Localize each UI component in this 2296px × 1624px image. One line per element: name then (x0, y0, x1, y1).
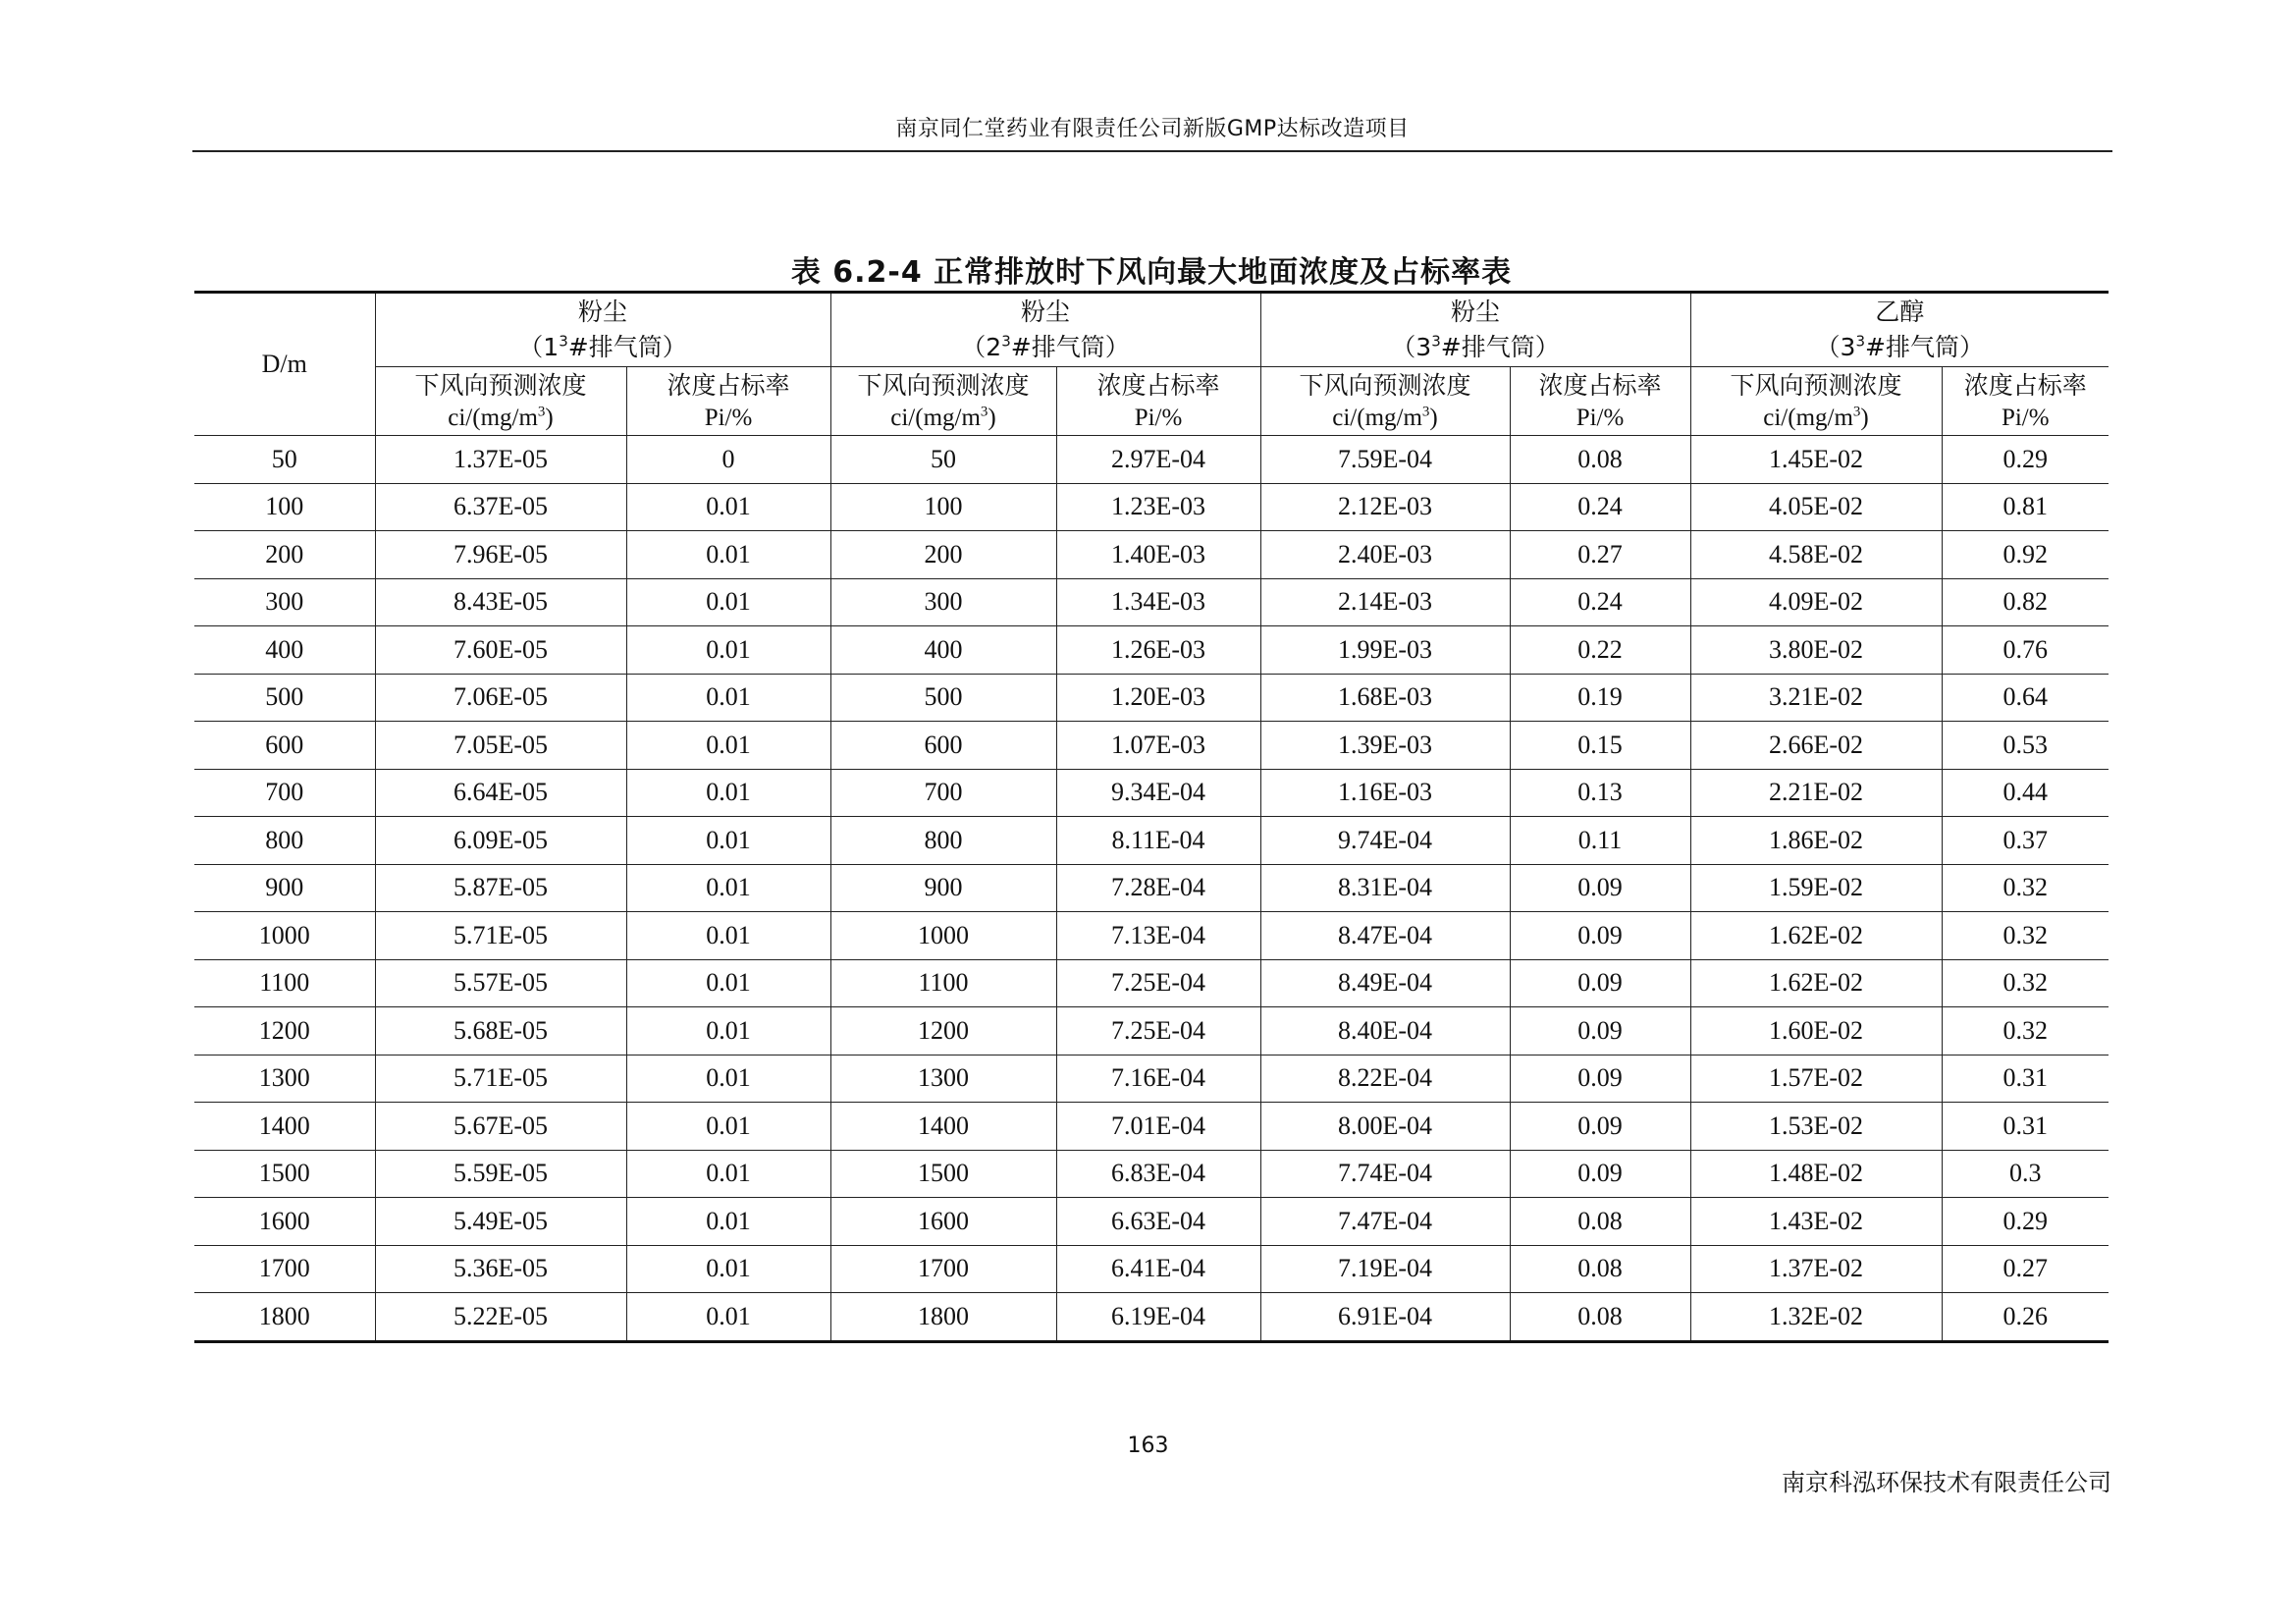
table-row (194, 531, 2109, 579)
table-cell: 7.25E-04 (1056, 959, 1260, 1007)
table-title: 表 6.2-4 正常排放时下风向最大地面浓度及占标率表 (790, 255, 1513, 290)
table-cell: 0.13 (1510, 769, 1690, 817)
distance-cell: 1000 (194, 912, 375, 960)
distance-cell: 50 (194, 436, 375, 484)
table-cell: 100 (830, 483, 1056, 531)
table-cell: 1700 (830, 1245, 1056, 1293)
table-cell: 8.47E-04 (1260, 912, 1510, 960)
table-cell: 8.11E-04 (1056, 817, 1260, 865)
table-cell: 8.00E-04 (1260, 1103, 1510, 1151)
distance-cell: 1500 (194, 1150, 375, 1198)
table-cell: 0.01 (626, 1055, 830, 1103)
table-cell: 6.63E-04 (1056, 1198, 1260, 1246)
table-cell: 0.24 (1510, 483, 1690, 531)
table-cell: 0.29 (1942, 436, 2109, 484)
table-cell: 600 (830, 722, 1056, 770)
table-cell: 400 (830, 626, 1056, 675)
distance-cell: 600 (194, 722, 375, 770)
table-cell: 0.08 (1510, 1198, 1690, 1246)
table-cell: 7.25E-04 (1056, 1007, 1260, 1056)
pollutant-name: 粉尘 (577, 298, 627, 326)
table-cell: 2.21E-02 (1690, 769, 1942, 817)
table-cell: 200 (830, 531, 1056, 579)
table-cell: 0.19 (1510, 674, 1690, 722)
table-cell: 0.01 (626, 1293, 830, 1342)
page-number: 163 (1127, 1434, 1169, 1458)
table-cell: 0.09 (1510, 959, 1690, 1007)
distance-cell: 100 (194, 483, 375, 531)
table-row (194, 959, 2109, 1007)
rate-header: 浓度占标率 Pi/% (1510, 367, 1690, 436)
table-cell: 0.01 (626, 864, 830, 912)
concentration-header: 下风向预测浓度 $ci/(mg/m^3)$ (1690, 367, 1942, 436)
table-cell: 5.71E-05 (375, 912, 626, 960)
distance-cell: 1800 (194, 1293, 375, 1342)
table-cell: 0.22 (1510, 626, 1690, 675)
table-row (194, 1198, 2109, 1246)
table-cell: 800 (830, 817, 1056, 865)
distance-cell: 1600 (194, 1198, 375, 1246)
table-cell: 6.91E-04 (1260, 1293, 1510, 1342)
table-cell: 0.82 (1942, 578, 2109, 626)
distance-header: D/m (194, 293, 375, 436)
table-cell: 1.57E-02 (1690, 1055, 1942, 1103)
table-cell: 900 (830, 864, 1056, 912)
table-row (194, 1103, 2109, 1151)
table-cell: 0.01 (626, 722, 830, 770)
table-cell: 8.40E-04 (1260, 1007, 1510, 1056)
group-header (830, 293, 1260, 367)
table-cell: 0.64 (1942, 674, 2109, 722)
table-cell: 1100 (830, 959, 1056, 1007)
table-cell: 5.87E-05 (375, 864, 626, 912)
table-cell: 1.34E-03 (1056, 578, 1260, 626)
table-cell: 1.07E-03 (1056, 722, 1260, 770)
table-cell: 0.27 (1510, 531, 1690, 579)
table-row (194, 578, 2109, 626)
table-row (194, 1055, 2109, 1103)
concentration-table (194, 291, 2109, 1343)
distance-cell: 800 (194, 817, 375, 865)
table-cell: 5.67E-05 (375, 1103, 626, 1151)
table-cell: 6.19E-04 (1056, 1293, 1260, 1342)
table-cell: 2.40E-03 (1260, 531, 1510, 579)
table-cell: 1.62E-02 (1690, 912, 1942, 960)
table-cell: 0.32 (1942, 1007, 2109, 1056)
table-cell: 0.01 (626, 769, 830, 817)
distance-cell: 1200 (194, 1007, 375, 1056)
table-cell: 1.39E-03 (1260, 722, 1510, 770)
table-cell: 0.27 (1942, 1245, 2109, 1293)
table-cell: 5.22E-05 (375, 1293, 626, 1342)
table-cell: 1300 (830, 1055, 1056, 1103)
table-cell: 5.59E-05 (375, 1150, 626, 1198)
table-cell: 6.64E-05 (375, 769, 626, 817)
table-cell: 1.40E-03 (1056, 531, 1260, 579)
table-cell: 9.74E-04 (1260, 817, 1510, 865)
table-cell: 5.57E-05 (375, 959, 626, 1007)
table-cell: 50 (830, 436, 1056, 484)
table-cell: 1.26E-03 (1056, 626, 1260, 675)
table-cell: 1.37E-02 (1690, 1245, 1942, 1293)
table-cell: 1500 (830, 1150, 1056, 1198)
table-cell: 7.59E-04 (1260, 436, 1510, 484)
table-cell: 0.31 (1942, 1055, 2109, 1103)
table-row (194, 1150, 2109, 1198)
concentration-header: 下风向预测浓度 $ci/(mg/m^3)$ (375, 367, 626, 436)
table-cell: 1.68E-03 (1260, 674, 1510, 722)
table-cell: 0.01 (626, 1245, 830, 1293)
table-cell: 0.53 (1942, 722, 2109, 770)
table-cell: 6.83E-04 (1056, 1150, 1260, 1198)
table-cell: 8.31E-04 (1260, 864, 1510, 912)
distance-cell: 900 (194, 864, 375, 912)
table-cell: 9.34E-04 (1056, 769, 1260, 817)
table-cell: 1.86E-02 (1690, 817, 1942, 865)
table-cell: 0.08 (1510, 1245, 1690, 1293)
table-cell: 0.01 (626, 674, 830, 722)
table-row (194, 1007, 2109, 1056)
pollutant-name: 粉尘 (1450, 298, 1500, 326)
group-header (1690, 293, 2109, 367)
table-cell: 7.96E-05 (375, 531, 626, 579)
table-cell: 0.01 (626, 1103, 830, 1151)
table-cell: 8.22E-04 (1260, 1055, 1510, 1103)
table-cell: 7.01E-04 (1056, 1103, 1260, 1151)
table-row (194, 674, 2109, 722)
table-cell: 0.01 (626, 1150, 830, 1198)
stack-name: （$2^3\#$排气筒） (961, 332, 1130, 361)
rate-header: 浓度占标率 Pi/% (1056, 367, 1260, 436)
concentration-header: 下风向预测浓度 $ci/(mg/m^3)$ (830, 367, 1056, 436)
table-cell: 5.68E-05 (375, 1007, 626, 1056)
table-cell: 5.49E-05 (375, 1198, 626, 1246)
table-cell: 0.44 (1942, 769, 2109, 817)
table-cell: 1.99E-03 (1260, 626, 1510, 675)
table-cell: 0 (626, 436, 830, 484)
group-header (1260, 293, 1690, 367)
table-cell: 0.29 (1942, 1198, 2109, 1246)
table-cell: 0.32 (1942, 959, 2109, 1007)
table-cell: 0.08 (1510, 436, 1690, 484)
table-row (194, 483, 2109, 531)
table-row (194, 817, 2109, 865)
table-cell: 1.60E-02 (1690, 1007, 1942, 1056)
distance-cell: 1700 (194, 1245, 375, 1293)
table-cell: 7.13E-04 (1056, 912, 1260, 960)
table-cell: 0.81 (1942, 483, 2109, 531)
table-cell: 0.11 (1510, 817, 1690, 865)
table-cell: 8.49E-04 (1260, 959, 1510, 1007)
table-cell: 0.09 (1510, 1150, 1690, 1198)
table-cell: 0.76 (1942, 626, 2109, 675)
rate-header: 浓度占标率 Pi/% (1942, 367, 2109, 436)
table-cell: 0.01 (626, 912, 830, 960)
table-cell: 0.31 (1942, 1103, 2109, 1151)
table-cell: 1400 (830, 1103, 1056, 1151)
table-cell: 0.01 (626, 1007, 830, 1056)
table-cell: 1.32E-02 (1690, 1293, 1942, 1342)
table-cell: 6.09E-05 (375, 817, 626, 865)
distance-cell: 500 (194, 674, 375, 722)
table-cell: 6.37E-05 (375, 483, 626, 531)
table-cell: 1.45E-02 (1690, 436, 1942, 484)
distance-cell: 300 (194, 578, 375, 626)
table-cell: 4.09E-02 (1690, 578, 1942, 626)
table-cell: 0.92 (1942, 531, 2109, 579)
table-cell: 7.74E-04 (1260, 1150, 1510, 1198)
table-cell: 0.32 (1942, 912, 2109, 960)
table-body (194, 436, 2109, 1342)
table-cell: 0.09 (1510, 864, 1690, 912)
table-cell: 1.62E-02 (1690, 959, 1942, 1007)
table-cell: 0.08 (1510, 1293, 1690, 1342)
table-row (194, 1293, 2109, 1342)
group-header (375, 293, 830, 367)
table-cell: 7.19E-04 (1260, 1245, 1510, 1293)
table-cell: 1600 (830, 1198, 1056, 1246)
table-cell: 5.36E-05 (375, 1245, 626, 1293)
table-cell: 0.15 (1510, 722, 1690, 770)
table-cell: 1200 (830, 1007, 1056, 1056)
table-cell: 1.16E-03 (1260, 769, 1510, 817)
table-cell: 4.05E-02 (1690, 483, 1942, 531)
table-row (194, 864, 2109, 912)
table-cell: 700 (830, 769, 1056, 817)
table-cell: 0.01 (626, 626, 830, 675)
table-cell: 0.3 (1942, 1150, 2109, 1198)
table-cell: 1.43E-02 (1690, 1198, 1942, 1246)
distance-cell: 1300 (194, 1055, 375, 1103)
table-cell: 7.16E-04 (1056, 1055, 1260, 1103)
table-row (194, 722, 2109, 770)
table-cell: 2.66E-02 (1690, 722, 1942, 770)
table-cell: 7.28E-04 (1056, 864, 1260, 912)
distance-cell: 1400 (194, 1103, 375, 1151)
distance-cell: 200 (194, 531, 375, 579)
footer-company: 南京科泓环保技术有限责任公司 (1782, 1469, 2111, 1496)
table-cell: 3.80E-02 (1690, 626, 1942, 675)
stack-name: （$3^3\#$排气筒） (1815, 332, 1984, 361)
table-cell: 1.59E-02 (1690, 864, 1942, 912)
pollutant-name: 乙醇 (1875, 298, 1925, 326)
table-cell: 5.71E-05 (375, 1055, 626, 1103)
table-cell: 0.01 (626, 483, 830, 531)
table-cell: 2.97E-04 (1056, 436, 1260, 484)
table-cell: 6.41E-04 (1056, 1245, 1260, 1293)
table-cell: 1.37E-05 (375, 436, 626, 484)
distance-cell: 400 (194, 626, 375, 675)
table-cell: 1.53E-02 (1690, 1103, 1942, 1151)
table-row (194, 1245, 2109, 1293)
table-cell: 0.09 (1510, 912, 1690, 960)
table-cell: 0.01 (626, 531, 830, 579)
table-cell: 1800 (830, 1293, 1056, 1342)
table-cell: 2.14E-03 (1260, 578, 1510, 626)
stack-name: （$3^3\#$排气筒） (1391, 332, 1560, 361)
table-cell: 7.47E-04 (1260, 1198, 1510, 1246)
table-cell: 0.01 (626, 817, 830, 865)
table-cell: 2.12E-03 (1260, 483, 1510, 531)
table-cell: 0.01 (626, 1198, 830, 1246)
distance-cell: 700 (194, 769, 375, 817)
table-cell: 0.09 (1510, 1007, 1690, 1056)
table-cell: 4.58E-02 (1690, 531, 1942, 579)
table-cell: 1.20E-03 (1056, 674, 1260, 722)
table-cell: 0.09 (1510, 1103, 1690, 1151)
table-cell: 0.37 (1942, 817, 2109, 865)
pollutant-name: 粉尘 (1020, 298, 1070, 326)
table-row (194, 769, 2109, 817)
table-cell: 0.26 (1942, 1293, 2109, 1342)
table-cell: 1.48E-02 (1690, 1150, 1942, 1198)
table-cell: 7.05E-05 (375, 722, 626, 770)
table-cell: 1.23E-03 (1056, 483, 1260, 531)
distance-cell: 1100 (194, 959, 375, 1007)
table-cell: 3.21E-02 (1690, 674, 1942, 722)
table-cell: 1000 (830, 912, 1056, 960)
table-row (194, 912, 2109, 960)
table-cell: 8.43E-05 (375, 578, 626, 626)
table-row (194, 626, 2109, 675)
table-cell: 0.01 (626, 578, 830, 626)
concentration-header: 下风向预测浓度 $ci/(mg/m^3)$ (1260, 367, 1510, 436)
page-header: 南京同仁堂药业有限责任公司新版GMP达标改造项目 (895, 117, 1410, 141)
table-cell: 500 (830, 674, 1056, 722)
group-header-row (194, 293, 2109, 367)
table-cell: 7.06E-05 (375, 674, 626, 722)
table-cell: 0.01 (626, 959, 830, 1007)
table-cell: 0.32 (1942, 864, 2109, 912)
stack-name: （$1^3\#$排气筒） (518, 332, 687, 361)
table-row (194, 436, 2109, 484)
rate-header: 浓度占标率 Pi/% (626, 367, 830, 436)
sub-header-row (194, 367, 2109, 436)
table-cell: 7.60E-05 (375, 626, 626, 675)
table-cell: 0.24 (1510, 578, 1690, 626)
table-cell: 300 (830, 578, 1056, 626)
table-cell: 0.09 (1510, 1055, 1690, 1103)
header-divider (192, 150, 2112, 152)
